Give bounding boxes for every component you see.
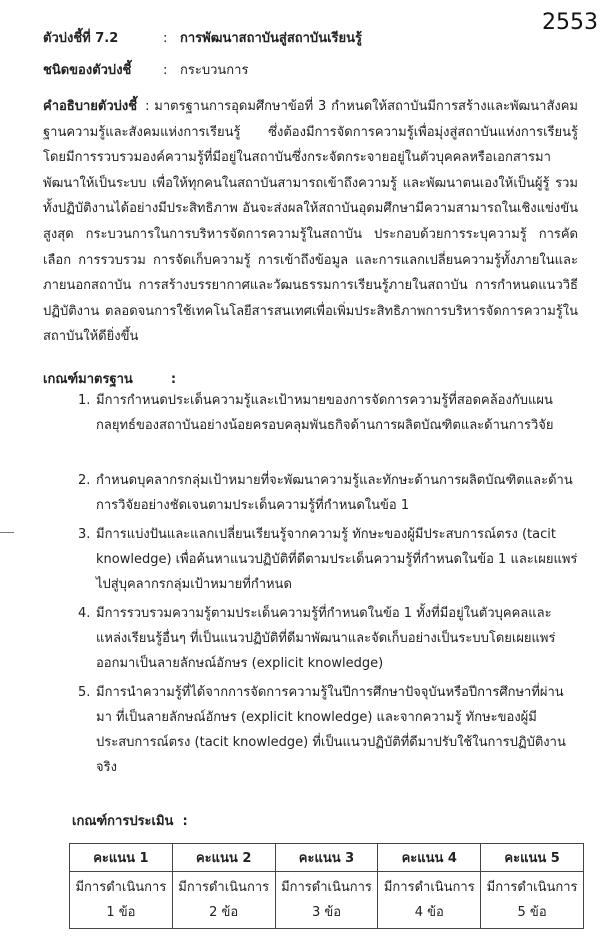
standards-heading: เกณฑ์มาตรฐาน bbox=[43, 372, 133, 387]
score-cell bbox=[275, 872, 378, 929]
evaluation-heading: เกณฑ์การประเมิน bbox=[72, 814, 174, 829]
score-header: คะแนน 1 bbox=[70, 844, 173, 872]
indicator-number-label: ตัวบ่งชี้ที่ 7.2 bbox=[43, 31, 119, 46]
list-item-number: 1. bbox=[78, 393, 91, 408]
list-item bbox=[78, 601, 578, 680]
list-item-number: 5. bbox=[78, 685, 91, 700]
indicator-type-colon: : bbox=[163, 63, 168, 78]
indicator-number-colon: : bbox=[163, 31, 168, 46]
score-cell-line2: 5 ข้อ bbox=[517, 905, 547, 920]
indicator-type-row bbox=[43, 62, 249, 79]
indicator-description-text: มาตรฐานการอุดมศึกษาข้อที่ 3 กำหนดให้สถาบันมีการสร้างและพัฒนาสังคมฐานความรู้และสังคมแห่งการเรียนรู้ ซึ่งต้องมีการจัดการความรู้เพื่อมุ่งสู่สถาบันแห่งการเรียนรู้ โดยมีการรวบรวมองค์ความรู้ที่มีอยู่ในสถาบันซึ่งกระจัดกระจายอยู่ในตัวบุคคลหรือเอกสารมาพัฒนาให้เป็นระบบ เพื่อให้ทุกคนในสถาบันสามารถเข้าถึงความรู้ และพัฒนาตนเองให้เป็นผู้รู้ รวมทั้งปฏิบัติงานได้อย่างมีประสิทธิภาพ อันจะส่งผลให้สถาบันอุดมศึกษามีความสามารถในเชิงแข่งขันสูงสุด กระบวนการในการบริหารจัดการความรู้ในสถาบัน ประกอบด้วยการระบุความรู้ การคัดเลือก การรวบรวม การจัดเก็บความรู้ การเข้าถึงข้อมูล และการแลกเปลี่ยนความรู้ทั้งภายในและภายนอกสถาบัน การสร้างบรรยากาศและวัฒนธรรมการเรียนรู้ภายในสถาบัน การกำหนดแนววิธีปฏิบัติงาน ตลอดจนการใช้เทคโนโลยีสารสนเทศเพื่อเพิ่มประสิทธิภาพการบริหารจัดการความรู้ในสถาบันให้ดียิ่งขึ้น bbox=[43, 99, 578, 345]
score-cell-line2: 3 ข้อ bbox=[311, 905, 342, 920]
evaluation-heading-row bbox=[72, 810, 188, 831]
list-item-text: มีการรวบรวมความรู้ตามประเด็นความรู้ที่กำหนดในข้อ 1 ทั้งที่มีอยู่ในตัวบุคคลและแหล่งเรียนรู้อื่นๆ ที่เป็นแนวปฏิบัติที่ดีมาพัฒนาและจัดเก็บอย่างเป็นระบบโดยเผยแพร่ออกมาเป็นลายลักษณ์อักษร (explicit knowledge) bbox=[96, 606, 556, 671]
table-header-row bbox=[70, 844, 584, 872]
list-item-text: มีการแบ่งปันและแลกเปลี่ยนเรียนรู้จากความรู้ ทักษะของผู้มีประสบการณ์ตรง (tacit knowledge) เพื่อค้นหาแนวปฏิบัติที่ดีตามประเด็นความรู้ที่กำหนดในข้อ 1 และเผยแพร่ไปสู่บุคลากรกลุ่มเป้าหมายที่กำหนด bbox=[96, 527, 578, 592]
list-item-number: 4. bbox=[78, 606, 91, 621]
score-cell-line2: 2 ข้อ bbox=[209, 905, 239, 920]
standards-list bbox=[78, 388, 578, 780]
margin-mark bbox=[0, 532, 14, 533]
indicator-type-value: กระบวนการ bbox=[180, 63, 249, 78]
score-cell bbox=[378, 872, 481, 929]
standards-heading-colon: : bbox=[170, 372, 177, 387]
indicator-description bbox=[43, 94, 578, 350]
score-cell-line1: มีการดำเนินการ bbox=[383, 880, 475, 895]
evaluation-table bbox=[69, 843, 584, 929]
indicator-number-row bbox=[43, 30, 362, 47]
score-cell-line2: 1 ข้อ bbox=[106, 905, 136, 920]
score-cell-line1: มีการดำเนินการ bbox=[75, 880, 167, 895]
indicator-description-colon: : bbox=[145, 99, 150, 114]
standards-heading-row bbox=[43, 368, 176, 389]
list-item bbox=[78, 388, 578, 468]
score-cell bbox=[481, 872, 584, 929]
list-item-text: กำหนดบุคลากรกลุ่มเป้าหมายที่จะพัฒนาความรู้และทักษะด้านการผลิตบัณฑิตและด้านการวิจัยอย่างชัดเจนตามประเด็นความรู้ที่กำหนดในข้อ 1 bbox=[96, 473, 573, 513]
list-item-text: มีการกำหนดประเด็นความรู้และเป้าหมายของการจัดการความรู้ที่สอดคล้องกับแผนกลยุทธ์ของสถาบันอย่างน้อยครอบคลุมพันธกิจด้านการผลิตบัณฑิตและด้านการวิจัย bbox=[96, 393, 554, 433]
score-header: คะแนน 5 bbox=[481, 844, 584, 872]
indicator-description-label: คำอธิบายตัวบ่งชี้ bbox=[43, 99, 138, 114]
score-cell-line1: มีการดำเนินการ bbox=[178, 880, 270, 895]
table-row bbox=[70, 872, 584, 929]
score-cell-line1: มีการดำเนินการ bbox=[486, 880, 578, 895]
indicator-title: การพัฒนาสถาบันสู่สถาบันเรียนรู้ bbox=[180, 31, 362, 46]
evaluation-heading-colon: : bbox=[182, 814, 188, 829]
score-header: คะแนน 2 bbox=[172, 844, 275, 872]
page-year: 2553 bbox=[542, 10, 598, 35]
score-cell-line2: 4 ข้อ bbox=[414, 905, 444, 920]
score-header: คะแนน 3 bbox=[275, 844, 378, 872]
list-item-number: 3. bbox=[78, 527, 91, 542]
list-item-number: 2. bbox=[78, 473, 91, 488]
score-cell bbox=[70, 872, 173, 929]
score-header: คะแนน 4 bbox=[378, 844, 481, 872]
list-item bbox=[78, 468, 578, 522]
list-item bbox=[78, 522, 578, 601]
score-cell-line1: มีการดำเนินการ bbox=[281, 880, 372, 895]
list-item-text: มีการนำความรู้ที่ได้จากการจัดการความรู้ในปีการศึกษาปัจจุบันหรือปีการศึกษาที่ผ่านมา ที่เป็นลายลักษณ์อักษร (explicit knowledge) และจากความรู้ ทักษะของผู้มีประสบการณ์ตรง (tacit knowledge) ที่เป็นแนวปฏิบัติที่ดีมาปรับใช้ในการปฏิบัติงานจริง bbox=[96, 685, 566, 775]
score-cell bbox=[172, 872, 275, 929]
list-item bbox=[78, 680, 578, 780]
indicator-type-label: ชนิดของตัวบ่งชี้ bbox=[43, 63, 132, 78]
